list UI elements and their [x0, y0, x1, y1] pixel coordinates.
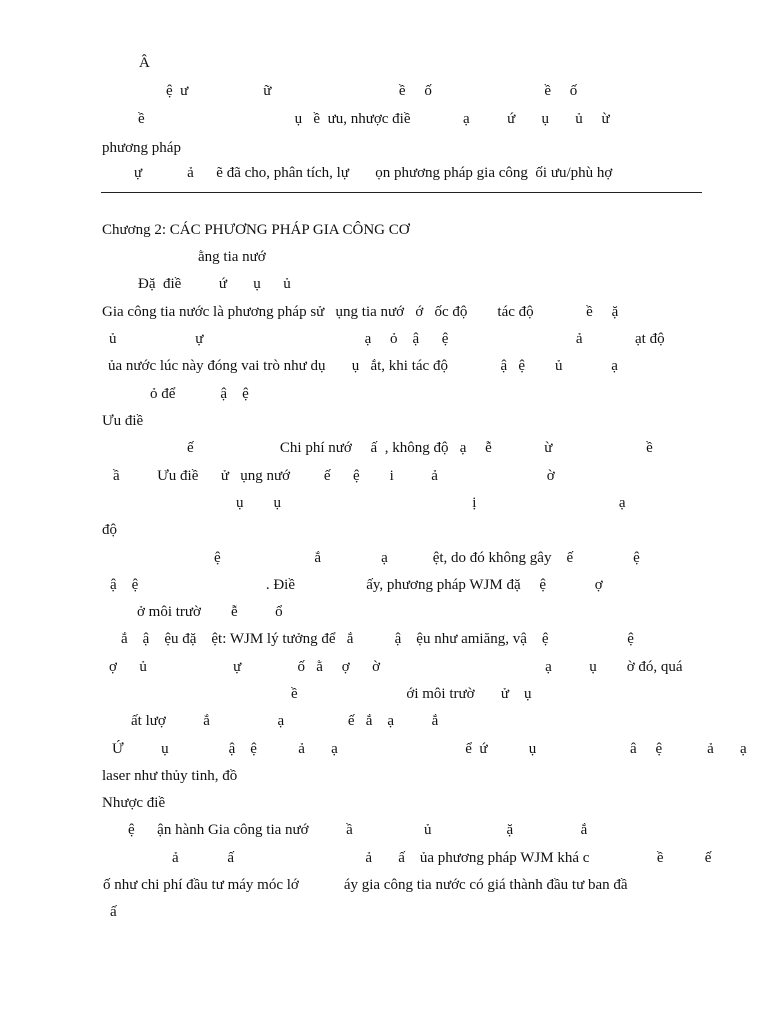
- text-line: Ưu điề: [102, 413, 144, 429]
- text-line: laser như thủy tinh, đồ: [102, 768, 238, 784]
- text-line: ở môi trườ ễ ổ: [137, 604, 283, 620]
- text-line: ậ ệ . Điề ấy, phương pháp WJM đặ ệ ợ: [110, 577, 603, 593]
- text-line: ế Chi phí nướ ấ , không độ ạ ễ ừ ề: [187, 440, 653, 456]
- text-line: phương pháp: [102, 140, 181, 156]
- text-line: ỏ để ậ ệ: [150, 386, 249, 402]
- text-line: ố như chi phí đầu tư máy móc lớ áy gia công tia nước có giá thành đầu tư ban đầ: [103, 877, 628, 893]
- text-line: ằng tia nướ: [198, 249, 266, 265]
- text-line: ất lượ ắ ạ ế ắ ạ ắ: [131, 713, 439, 729]
- text-line: ấ: [110, 904, 117, 920]
- text-line: độ: [102, 522, 117, 538]
- text-line: ả ấ ả ấ ủa phương pháp WJM khá c ề ế: [172, 850, 712, 866]
- chapter-heading: Chương 2: CÁC PHƯƠNG PHÁP GIA CÔNG CƠ: [102, 222, 410, 238]
- text-line: ủ ự ạ ỏ ậ ệ ả ạt độ: [109, 331, 665, 347]
- text-line: ủa nước lúc này đóng vai trò như dụ ụ ắt, khi tác độ ậ ệ ủ ạ: [108, 358, 618, 374]
- text-line: ợ ủ ự ố ằ ợ ờ ạ ụ ờ đó, quá: [109, 659, 683, 675]
- text-line: ệ ư ữ ề ố ề ố: [166, 83, 578, 99]
- text-line: ự ả ẽ đã cho, phân tích, lự ọn phương pháp gia công ối ưu/phù hợ: [134, 165, 613, 181]
- text-line: ề ụ ề ưu, nhược điề ạ ứ ụ ủ ừ: [138, 111, 610, 127]
- text-line: ụ ụ ị ạ: [236, 495, 626, 511]
- text-line: ầ Ưu điề ử ụng nướ ế ệ i ả ờ: [113, 468, 555, 484]
- horizontal-rule: [101, 192, 702, 193]
- text-line: ề ới môi trườ ử ụ: [291, 686, 532, 702]
- text-line: ắ ậ ệu đặ ệt: WJM lý tưởng để ắ ậ ệu như amiăng, vậ ệ ệ: [121, 631, 634, 647]
- text-line: Nhược điề: [102, 795, 166, 811]
- text-line: Đặ điề ứ ụ ủ: [138, 276, 291, 292]
- text-line: Ứ ụ ậ ệ ả ạ ể ứ ụ â ệ ả ạ: [112, 741, 747, 757]
- text-line: ệ ắ ạ ệt, do đó không gây ế ệ: [214, 550, 640, 566]
- text-line: Gia công tia nước là phương pháp sử ụng tia nướ ớ ốc độ tác độ ề ặ: [102, 304, 619, 320]
- text-line: Â: [139, 55, 150, 71]
- text-line: ệ ận hành Gia công tia nướ ầ ủ ặ ắ: [128, 822, 588, 838]
